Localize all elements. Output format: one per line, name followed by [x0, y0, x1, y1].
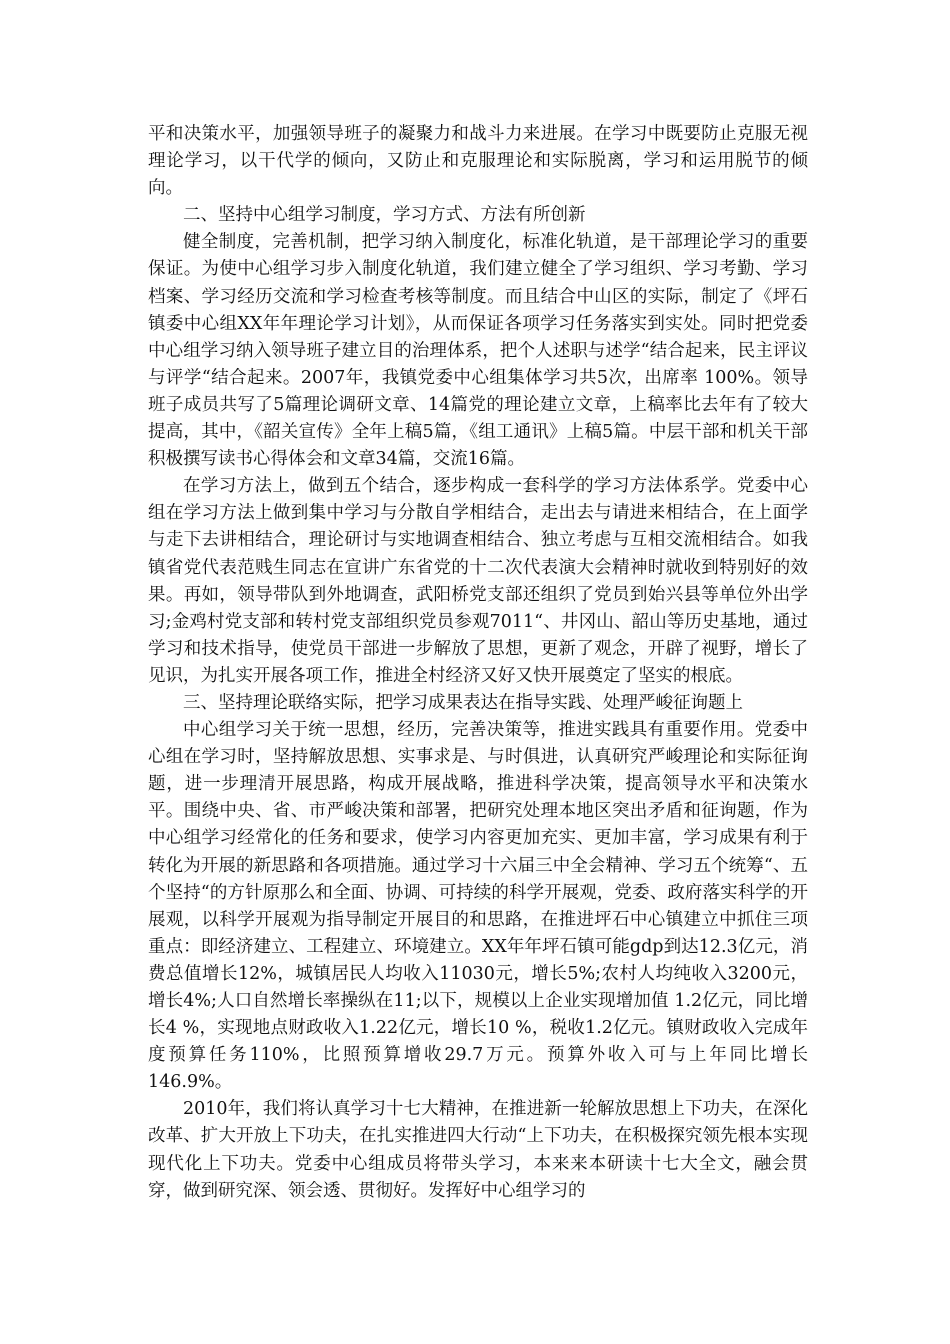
paragraph-4: 在学习方法上，做到五个结合，逐步构成一套科学的学习方法体系学。党委中心组在学习方法上做到集中学习与分散自学相结合，走出去与请进来相结合，在上面学与走下去讲相结合，理论研讨与实地调查相结合、独立考虑与互相交流相结合。如我镇省党代表范贱生同志在宣讲广东省党的十二次代表演大会精神时就收到特别好的效果。再如，领导带队到外地调查，武阳桥党支部还组织了党员到始兴县等单位外出学习;金鸡村党支部和转村党支部组织党员参观7011“、井冈山、韶山等历史基地，通过学习和技术指导，使党员干部进一步解放了思想，更新了观念，开辟了视野，增长了见识，为扎实开展各项工作，推进全村经济又好又快开展奠定了坚实的根底。	[148, 476, 808, 686]
document-body	[148, 121, 808, 1205]
paragraph-6: 中心组学习关于统一思想，经历，完善决策等，推进实践具有重要作用。党委中心组在学习时，坚持解放思想、实事求是、与时俱进，认真研究严峻理论和实际征询题，进一步理清开展思路，构成开展战略，推进科学决策，提高领导水平和决策水平。围绕中央、省、市严峻决策和部署，把研究处理本地区突出矛盾和征询题，作为中心组学习经常化的任务和要求，使学习内容更加充实、更加丰富，学习成果有利于转化为开展的新思路和各项措施。通过学习十六届三中全会精神、学习五个统筹“、五个坚持“的方针原那么和全面、协调、可持续的科学开展观，党委、政府落实科学的开展观，以科学开展观为指导制定开展目的和思路，在推进坪石中心镇建立中抓住三项重点：即经济建立、工程建立、环境建立。XX年年坪石镇可能gdp到达12.3亿元，消费总值增长12%，城镇居民人均收入11030元，增长5%;农村人均纯收入3200元，增长4%;人口自然增长率操纵在11;以下，规模以上企业实现增加值 1.2亿元，同比增长4 %，实现地点财政收入1.22亿元，增长10 %，税收1.2亿元。镇财政收入完成年度预算任务110%，比照预算增收29.7万元。预算外收入可与上年同比增长146.9%。	[148, 720, 808, 1093]
section-heading-3: 三、坚持理论联络实际，把学习成果表达在指导实践、处理严峻征询题上	[183, 692, 743, 713]
paragraph-3: 健全制度，完善机制，把学习纳入制度化，标准化轨道，是干部理论学习的重要保证。为使中心组学习步入制度化轨道，我们建立健全了学习组织、学习考勤、学习档案、学习经历交流和学习检查考核等制度。而且结合中山区的实际，制定了《坪石镇委中心组XX年年理论学习计划》，从而保证各项学习任务落实到实处。同时把党委中心组学习纳入领导班子建立目的治理体系，把个人述职与述学“结合起来，民主评议与评学“结合起来。2007年，我镇党委中心组集体学习共5次，出席率 100%。领导班子成员共写了5篇理论调研文章、14篇党的理论建立文章，上稿率比去年有了较大提高，其中，《韶关宣传》全年上稿5篇，《组工通讯》上稿5篇。中层干部和机关干部积极撰写读书心得体会和文章34篇，交流16篇。	[148, 232, 808, 470]
paragraph-7: 2010年，我们将认真学习十七大精神，在推进新一轮解放思想上下功夫，在深化改革、扩大开放上下功夫，在扎实推进四大行动“上下功夫，在积极探究领先根本实现现代化上下功夫。党委中心组成员将带头学习，本来来本研读十七大全文，融会贯穿，做到研究深、领会透、贯彻好。发挥好中心组学习的	[148, 1099, 808, 1201]
paragraph-1: 平和决策水平，加强领导班子的凝聚力和战斗力来进展。在学习中既要防止克服无视理论学习，以干代学的倾向，又防止和克服理论和实际脱离，学习和运用脱节的倾向。	[148, 124, 808, 199]
section-heading-2: 二、坚持中心组学习制度，学习方式、方法有所创新	[183, 205, 586, 226]
